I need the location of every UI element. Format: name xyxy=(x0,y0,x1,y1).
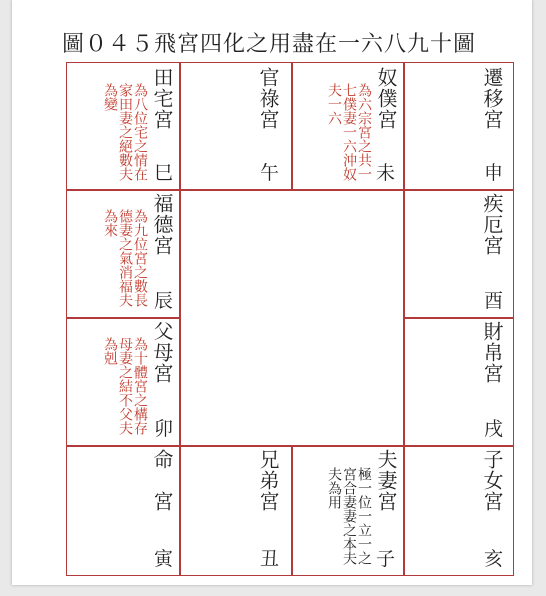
cell-xiongdi xyxy=(179,445,291,575)
cell-qianyi xyxy=(403,63,513,189)
cell-ming xyxy=(67,445,179,575)
palace-name: 官祿宮 xyxy=(256,67,280,130)
document-page xyxy=(12,0,532,585)
earthly-branch: 卯 xyxy=(153,418,173,440)
earthly-branch: 辰 xyxy=(153,290,173,312)
cell-guanlu xyxy=(179,63,291,189)
earthly-branch: 寅 xyxy=(153,548,173,570)
earthly-branch: 亥 xyxy=(483,548,503,570)
earthly-branch: 丑 xyxy=(259,548,279,570)
cell-fude xyxy=(67,189,179,317)
palace-name: 夫妻宮 xyxy=(374,449,398,512)
palace-chart xyxy=(66,62,514,576)
palace-note: 為十體宮之構存母妻之結不父夫為剋 xyxy=(102,337,148,435)
palace-name: 奴僕宮 xyxy=(374,67,398,130)
palace-name: 父母宮 xyxy=(150,321,174,384)
cell-tianzhai xyxy=(67,63,179,189)
cell-fuqi xyxy=(291,445,403,575)
earthly-branch: 申 xyxy=(483,162,503,184)
cell-caibo xyxy=(403,317,513,445)
palace-note: 為九位宮之數長德妻之氣消福夫為來 xyxy=(102,209,148,307)
cell-zinu xyxy=(403,445,513,575)
palace-name: 疾厄宮 xyxy=(480,193,504,256)
cell-nupu xyxy=(291,63,403,189)
palace-name: 子女宮 xyxy=(480,449,504,512)
earthly-branch: 子 xyxy=(375,548,395,570)
earthly-branch: 午 xyxy=(259,162,279,184)
palace-name: 田宅宮 xyxy=(150,67,174,130)
palace-name: 命宮 xyxy=(150,449,174,533)
palace-note: 為六宗宮之共一七僕妻一六沖奴夫一六 xyxy=(326,83,372,181)
earthly-branch: 未 xyxy=(375,162,395,184)
cell-fumu xyxy=(67,317,179,445)
palace-name: 兄弟宮 xyxy=(256,449,280,512)
palace-note: 為八位宅之情在家田妻之絕數夫為變 xyxy=(102,83,148,181)
page-title: 圖０４５飛宮四化之用盡在一六八九十圖 xyxy=(62,32,477,57)
earthly-branch: 巳 xyxy=(153,162,173,184)
palace-name: 遷移宮 xyxy=(480,67,504,130)
cell-jie xyxy=(403,189,513,317)
palace-name: 福德宮 xyxy=(150,193,174,256)
palace-name: 財帛宮 xyxy=(480,321,504,384)
earthly-branch: 戌 xyxy=(483,418,503,440)
palace-note: 極一位一立一之宮合妻妻之本夫夫為用 xyxy=(326,467,372,565)
earthly-branch: 酉 xyxy=(483,290,503,312)
